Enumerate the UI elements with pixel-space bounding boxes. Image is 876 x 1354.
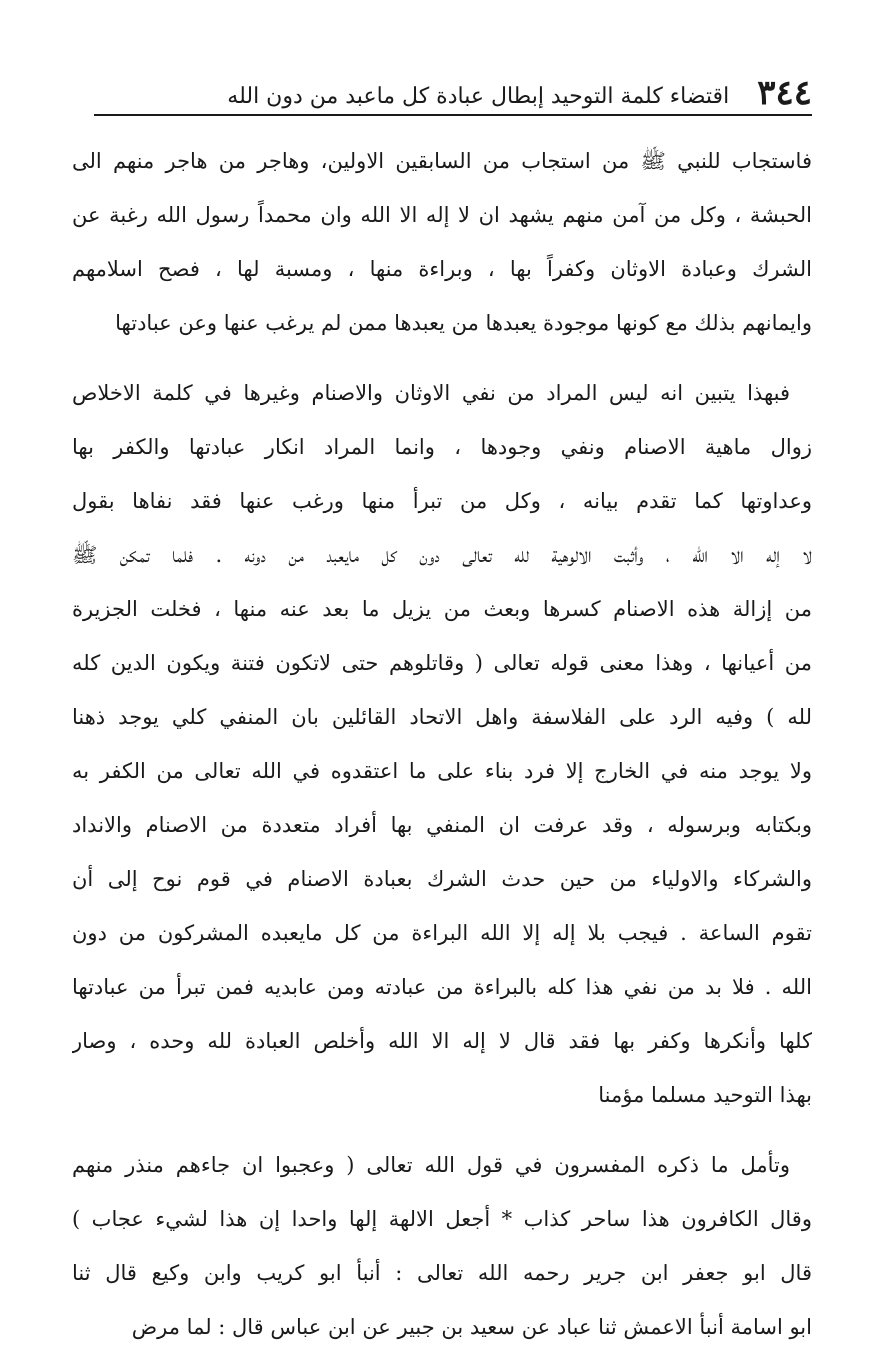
text-line: لا إله الا الله ، وأثبت الالوهية لله تعالى دون كل مايعبد من دونه . فلما تمكن ﷺ: [72, 543, 812, 567]
text-line: من إزالة هذه الاصنام كسرها وبعث من يزيل ما بعد عنه منها ، فخلت الجزيرة: [72, 597, 812, 621]
text-line: من أعيانها ، وهذا معنى قوله تعالى ( وقاتلوهم حتى لاتكون فتنة ويكون الدين كله: [72, 651, 812, 675]
text-line: فاستجاب للنبي ﷺ من استجاب من السابقين الاولين، وهاجر من هاجر منهم الى: [72, 149, 812, 173]
paragraph: [72, 1138, 812, 1354]
page-number: ٣٤٤: [757, 73, 812, 113]
paragraph: [72, 134, 812, 350]
text-line: ابو اسامة أنبأ الاعمش ثنا عباد عن سعيد بن جبير عن ابن عباس قال : لما مرض: [131, 1315, 812, 1339]
text-line: ولا يوجد منه في الخارج إلا فرد بناء على ما اعتقدوه في الله تعالى من الكفر به: [72, 759, 812, 783]
text-line: الحبشة ، وكل من آمن منهم يشهد ان لا إله الا الله وان محمداً رسول الله رغبة عن: [72, 203, 812, 227]
text-line: كلها وأنكرها وكفر بها فقد قال لا إله الا الله وأخلص العبادة لله وحده ، وصار: [72, 1029, 812, 1053]
text-line: لله ) وفيه الرد على الفلاسفة واهل الاتحاد القائلين بان المنفي كلي يوجد ذهنا: [72, 705, 812, 729]
text-line: الشرك وعبادة الاوثان وكفراً بها ، وبراءة منها ، ومسبة لها ، فصح اسلامهم: [72, 257, 812, 281]
text-line: وقال الكافرون هذا ساحر كذاب * أجعل الالهة إلها واحدا إن هذا لشيء عجاب ): [72, 1207, 812, 1231]
running-title: اقتضاء كلمة التوحيد إبطال عبادة كل ماعبد من دون الله: [227, 83, 730, 109]
text-line: وعداوتها كما تقدم بيانه ، وكل من تبرأ منها ورغب عنها فقد نفاها بقول: [72, 489, 812, 513]
text-line: قال ابو جعفر ابن جرير رحمه الله تعالى : أنبأ ابو كريب وابن وكيع قال ثنا: [72, 1261, 812, 1285]
text-line: والشركاء والاولياء من حين حدث الشرك بعبادة الاصنام في قوم نوح إلى أن: [72, 867, 812, 891]
paragraph: [72, 366, 812, 1122]
text-line: وتأمل ما ذكره المفسرون في قول الله تعالى ( وعجبوا ان جاءهم منذر منهم: [72, 1153, 790, 1177]
text-line: تقوم الساعة . فيجب بلا إله إلا الله البراءة من كل مايعبده المشركون من دون: [72, 921, 812, 945]
text-line: بهذا التوحيد مسلما مؤمنا: [598, 1083, 812, 1107]
text-line: زوال ماهية الاصنام ونفي وجودها ، وانما المراد انكار عبادتها والكفر بها: [72, 435, 812, 459]
text-line: فبهذا يتبين انه ليس المراد من نفي الاوثان والاصنام وغيرها في كلمة الاخلاص: [72, 381, 790, 405]
text-line: وبكتابه وبرسوله ، وقد عرفت ان المنفي بها أفراد متعددة من الاصنام والانداد: [72, 813, 812, 837]
page-header: [94, 72, 812, 116]
text-line: الله . فلا بد من نفي هذا كله بالبراءة من عبادته ومن عابديه فمن تبرأ من عبادتها: [72, 975, 812, 999]
body-text: [72, 134, 812, 1354]
text-line: وايمانهم بذلك مع كونها موجودة يعبدها من يعبدها ممن لم يرغب عنها وعن عبادتها: [115, 311, 812, 335]
